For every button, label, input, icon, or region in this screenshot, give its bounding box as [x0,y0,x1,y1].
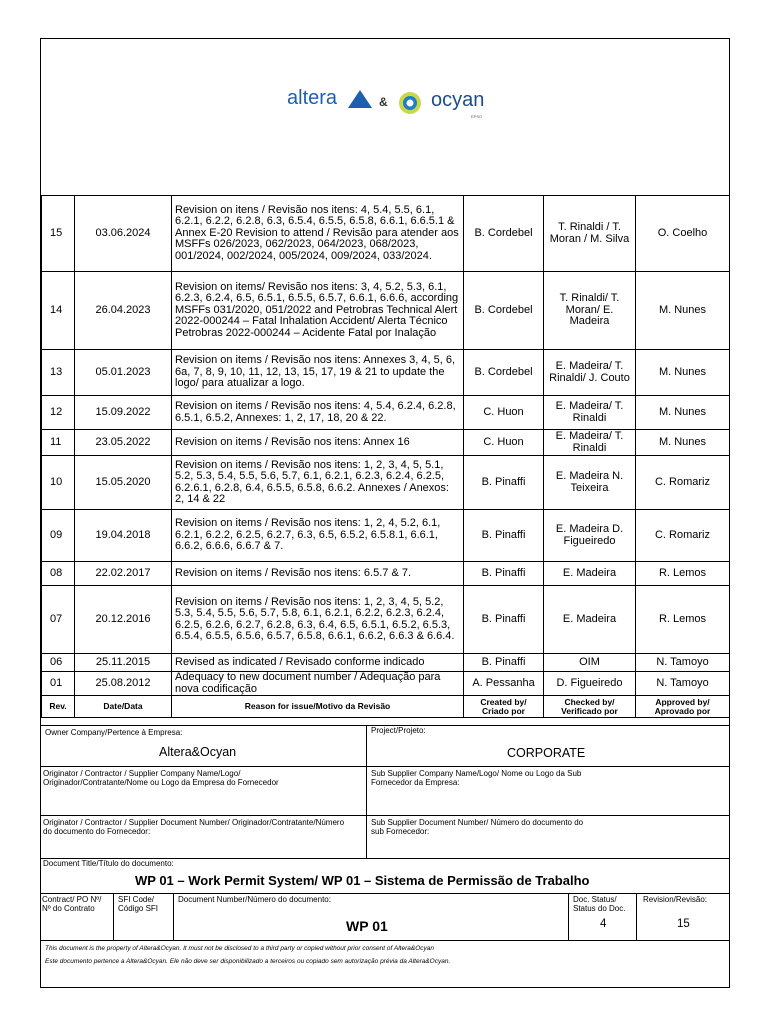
revision-reason: Revision on items / Revisão nos itens: 1, 2, 3, 4, 5, 5.1, 5.2, 5.3, 5.4, 5.5, 5.6, 5.7, 6.1, 6.2.1, 6.2.3, 6.2.4, 6.2.5, 6.2.6.1, 6.2.8, 6.4, 6.5.5, 6.5.8, 6.6.2. Annexes / Anexos: 2, 14 & 22 [172,456,464,510]
revision-checked-by: D. Figueiredo [544,672,636,696]
revision-row [42,654,730,672]
revision-reason: Revision on items / Revisão nos itens: 6.5.7 & 7. [172,562,464,586]
revision-row [42,586,730,654]
revision-date: 05.01.2023 [75,350,172,396]
revision-created-by: B. Pinaffi [464,586,544,654]
notes-box [41,940,729,987]
revision-checked-by: E. Madeira/ T. Rinaldi [544,430,636,456]
revision-created-by: B. Cordebel [464,196,544,272]
originator-doc-label: Originator / Contractor / Supplier Document Number/ Originador/Contratante/Número do documento do Fornecedor: [43,818,345,836]
revision-checked-by: E. Madeira/ T. Rinaldi/ J. Couto [544,350,636,396]
revision-row [42,672,730,696]
revision-value: 15 [677,918,690,930]
owner-value: Altera&Ocyan [159,745,237,759]
revision-date: 19.04.2018 [75,510,172,562]
triangle-icon [347,89,373,109]
revision-reason: Revision on itens / Revisão nos itens: 4, 5.4, 5.5, 6.1, 6.2.1, 6.2.2, 6.2.8, 6.3, 6.5.4, 6.5.5, 6.5.8, 6.6.1, 6.6.5.1 & Annex E-20 Revision to attend / Revisão para atender aos MSFFs 026/2023, 062/2023, 064/2023, 068/2023, 001/2024, 002/2024, 005/2024, 009/2024, 033/2024. [172,196,464,272]
document-page [40,38,730,988]
sub-supplier-doc-label: Sub Supplier Document Number/ Número do documento do sub Fornecedor: [371,818,584,836]
revision-row [42,350,730,396]
originator-name-box [41,766,367,816]
header-created: Created by/ Criado por [464,696,544,718]
revision-reason: Revision on items / Revisão nos itens: 1, 2, 4, 5.2, 6.1, 6.2.1, 6.2.2, 6.2.5, 6.2.7, 6.3, 6.5, 6.5.2, 6.5.8.1, 6.6.1, 6.6.2, 6.6.6, 6.6.7 & 7. [172,510,464,562]
revision-number: 10 [42,456,75,510]
revision-reason: Revision on items / Revisão nos itens: 4, 5.4, 6.2.4, 6.2.8, 6.5.1, 6.5.2, Annexes: 1, 2, 17, 18, 20 & 22. [172,396,464,430]
revision-table-body [42,196,730,718]
logo-subtext: EPSO [471,114,483,119]
revision-date: 20.12.2016 [75,586,172,654]
revision-checked-by: E. Madeira [544,586,636,654]
note-english: This document is the property of Altera&Ocyan. It must not be disclosed to a third party or copied without prior consent of Altera&Ocyan [45,945,434,952]
revision-number: 06 [42,654,75,672]
revision-reason: Revision on items/ Revisão nos itens: 3, 4, 5.2, 5.3, 6.1, 6.2.3, 6.2.4, 6.5, 6.5.1, 6.5.5, 6.5.7, 6.6.1, 6.6.6, according MSFFs 031/2020, 051/2022 and Petrobras Technical Alert 2022-000244 – Fatal Inhalation Accident/ Alerta Técnico Petrobras 2022-000244 – Acidente Fatal por Inalação [172,272,464,350]
revision-date: 15.05.2020 [75,456,172,510]
revision-number: 11 [42,430,75,456]
revision-approved-by: M. Nunes [636,396,730,430]
doc-title-label: Document Title/Título do documento: [43,859,174,868]
revision-number: 01 [42,672,75,696]
revision-created-by: B. Pinaffi [464,654,544,672]
sfi-box [113,893,174,941]
company-logo [287,87,487,123]
owner-box [41,725,367,767]
logo-amp: & [379,95,388,109]
doc-status-label: Doc. Status/ Status do Doc. [573,895,626,913]
contract-label: Contract/ PO Nº/ Nº do Contrato [42,895,102,913]
revision-reason: Adequacy to new document number / Adequação para nova codificação [172,672,464,696]
doc-number-box [173,893,569,941]
doc-status-box [568,893,637,941]
revision-number: 12 [42,396,75,430]
revision-number: 09 [42,510,75,562]
revision-created-by: B. Pinaffi [464,562,544,586]
revision-date: 26.04.2023 [75,272,172,350]
ocyan-circle-icon [397,90,423,116]
revision-label: Revision/Revisão: [643,895,708,904]
owner-label: Owner Company/Pertence à Empresa: [45,728,183,737]
logo-area [41,39,729,195]
revision-row [42,456,730,510]
sub-supplier-doc-box [366,815,729,859]
revision-approved-by: R. Lemos [636,586,730,654]
revision-approved-by: M. Nunes [636,430,730,456]
revision-row [42,272,730,350]
revision-created-by: B. Pinaffi [464,456,544,510]
project-label: Project/Projeto: [371,726,426,735]
revision-number: 07 [42,586,75,654]
revision-reason: Revision on items / Revisão nos itens: 1, 2, 3, 4, 5, 5.2, 5.3, 5.4, 5.5, 5.6, 5.7, 5.8, 6.1, 6.2.1, 6.2.2, 6.2.3, 6.2.4, 6.2.5, 6.2.6, 6.2.7, 6.2.8, 6.3, 6.4, 6.5, 6.5.1, 6.5.2, 6.5.3, 6.5.4, 6.5.5, 6.5.6, 6.5.7, 6.5.8, 6.6.1, 6.6.2, 6.6.3 & 6.6.4. [172,586,464,654]
revision-row [42,562,730,586]
revision-header-row [42,696,730,718]
note-portuguese: Este documento pertence a Altera&Ocyan. Ele não deve ser disponibilizado a terceiros ou copiado sem autorização prévia da Altera&Ocyan. [45,958,451,965]
revision-checked-by: E. Madeira N. Teixeira [544,456,636,510]
revision-checked-by: E. Madeira/ T. Rinaldi [544,396,636,430]
contract-box [41,893,114,941]
revision-created-by: B. Cordebel [464,272,544,350]
doc-number-label: Document Number/Número do documento: [178,895,331,904]
revision-approved-by: N. Tamoyo [636,672,730,696]
revision-approved-by: O. Coelho [636,196,730,272]
revision-date: 03.06.2024 [75,196,172,272]
revision-number: 08 [42,562,75,586]
doc-title-box [41,858,729,894]
revision-reason: Revision on items / Revisão nos itens: Annex 16 [172,430,464,456]
revision-approved-by: C. Romariz [636,510,730,562]
revision-date: 15.09.2022 [75,396,172,430]
header-reason: Reason for issue/Motivo da Revisão [172,696,464,718]
header-date: Date/Data [75,696,172,718]
revision-created-by: C. Huon [464,430,544,456]
project-value: CORPORATE [507,746,586,760]
revision-approved-by: N. Tamoyo [636,654,730,672]
header-rev: Rev. [42,696,75,718]
revision-number: 15 [42,196,75,272]
originator-name-label: Originator / Contractor / Supplier Company Name/Logo/ Originador/Contratante/Nome ou Logo da Empresa do Fornecedor [43,769,279,787]
sfi-label: SFI Code/ Código SFI [118,895,159,913]
logo-altera-text: altera [287,87,338,109]
revision-approved-by: M. Nunes [636,272,730,350]
revision-checked-by: E. Madeira D. Figueiredo [544,510,636,562]
logo-ocyan-text: ocyan [431,89,485,111]
sub-supplier-name-box [366,766,729,816]
revision-created-by: C. Huon [464,396,544,430]
revision-date: 23.05.2022 [75,430,172,456]
revision-created-by: A. Pessanha [464,672,544,696]
revision-checked-by: OIM [544,654,636,672]
revision-approved-by: R. Lemos [636,562,730,586]
originator-doc-box [41,815,367,859]
revision-date: 25.11.2015 [75,654,172,672]
revision-number: 13 [42,350,75,396]
revision-approved-by: M. Nunes [636,350,730,396]
header-approved: Approved by/ Aprovado por [636,696,730,718]
revision-table [41,195,730,718]
sub-supplier-name-label: Sub Supplier Company Name/Logo/ Nome ou Logo da Sub Fornecedor da Empresa: [371,769,582,787]
revision-number: 14 [42,272,75,350]
doc-status-value: 4 [600,918,607,930]
revision-reason: Revised as indicated / Revisado conforme indicado [172,654,464,672]
revision-row [42,196,730,272]
revision-row [42,430,730,456]
doc-title-value: WP 01 – Work Permit System/ WP 01 – Sistema de Permissão de Trabalho [135,873,590,888]
revision-checked-by: T. Rinaldi/ T. Moran/ E. Madeira [544,272,636,350]
revision-row [42,396,730,430]
header-checked: Checked by/ Verificado por [544,696,636,718]
revision-date: 22.02.2017 [75,562,172,586]
revision-checked-by: T. Rinaldi / T. Moran / M. Silva [544,196,636,272]
revision-box [636,893,729,941]
revision-approved-by: C. Romariz [636,456,730,510]
revision-created-by: B. Pinaffi [464,510,544,562]
revision-reason: Revision on items / Revisão nos itens: Annexes 3, 4, 5, 6, 6a, 7, 8, 9, 10, 11, 12, 13, 15, 17, 19 & 21 to update the logo/ para atualizar a logo. [172,350,464,396]
revision-date: 25.08.2012 [75,672,172,696]
revision-created-by: B. Cordebel [464,350,544,396]
doc-number-value: WP 01 [346,918,388,934]
project-box [366,725,729,767]
revision-row [42,510,730,562]
revision-checked-by: E. Madeira [544,562,636,586]
